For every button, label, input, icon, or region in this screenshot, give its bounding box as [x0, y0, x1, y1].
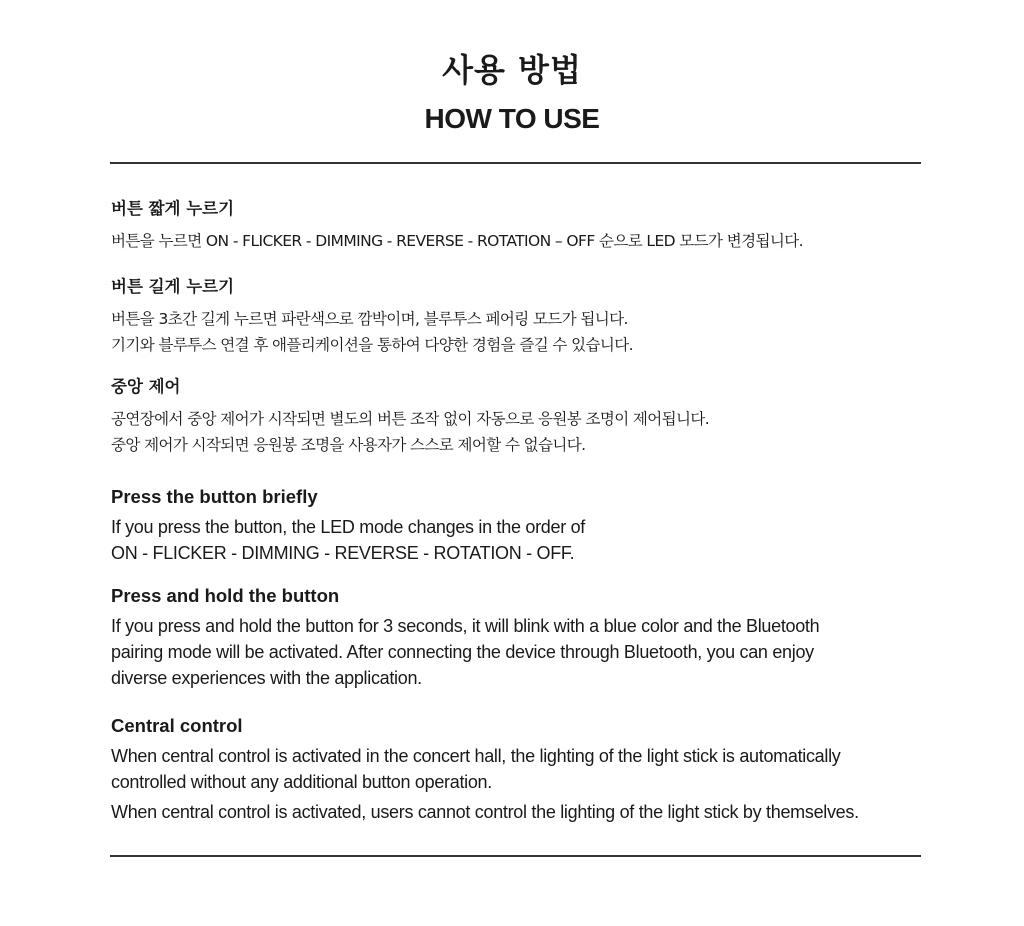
page-title-korean: 사용 방법: [442, 51, 582, 89]
ko-long-press-section: [111, 276, 931, 358]
ko-short-press-line: 버튼을 누르면 ON - FLICKER - DIMMING - REVERSE - ROTATION – OFF 순으로 LED 모드가 변경됩니다.: [111, 232, 803, 250]
page-title-english: HOW TO USE: [424, 103, 600, 134]
en-central-control-heading: Central control: [111, 715, 243, 736]
en-long-press-line: If you press and hold the button for 3 seconds, it will blink with a blue color and the Bluetooth: [111, 616, 820, 636]
en-long-press-heading: Press and hold the button: [111, 585, 340, 606]
en-central-control-section: [111, 715, 931, 825]
en-short-press-heading: Press the button briefly: [111, 486, 318, 507]
en-central-control-line: When central control is activated, users cannot control the lighting of the light stick by themselves.: [111, 802, 859, 822]
en-long-press-line: diverse experiences with the application.: [111, 668, 422, 688]
en-long-press-section: [111, 585, 931, 691]
ko-long-press-heading: 버튼 길게 누르기: [111, 277, 235, 296]
ko-short-press-section: [111, 198, 931, 254]
en-short-press-line: ON - FLICKER - DIMMING - REVERSE - ROTATION - OFF.: [111, 543, 575, 563]
ko-long-press-line: 버튼을 3초간 길게 누르면 파란색으로 깜박이며, 블루투스 페어링 모드가 됩니다.: [111, 310, 628, 328]
bottom-divider: [110, 855, 921, 857]
ko-long-press-line: 기기와 블루투스 연결 후 애플리케이션을 통하여 다양한 경험을 즐길 수 있습니다.: [111, 336, 633, 354]
ko-central-control-section: [111, 376, 931, 458]
en-short-press-line: If you press the button, the LED mode changes in the order of: [111, 517, 586, 537]
top-divider: [110, 162, 921, 164]
en-short-press-section: [111, 486, 931, 566]
en-central-control-line: When central control is activated in the concert hall, the lighting of the light stick is automatically: [111, 746, 841, 766]
ko-short-press-heading: 버튼 짧게 누르기: [111, 199, 235, 218]
en-long-press-line: pairing mode will be activated. After connecting the device through Bluetooth, you can enjoy: [111, 642, 814, 662]
ko-central-control-line: 중앙 제어가 시작되면 응원봉 조명을 사용자가 스스로 제어할 수 없습니다.: [111, 436, 586, 454]
ko-central-control-heading: 중앙 제어: [111, 377, 181, 396]
ko-central-control-line: 공연장에서 중앙 제어가 시작되면 별도의 버튼 조작 없이 자동으로 응원봉 조명이 제어됩니다.: [111, 410, 710, 428]
en-central-control-line: controlled without any additional button operation.: [111, 772, 492, 792]
